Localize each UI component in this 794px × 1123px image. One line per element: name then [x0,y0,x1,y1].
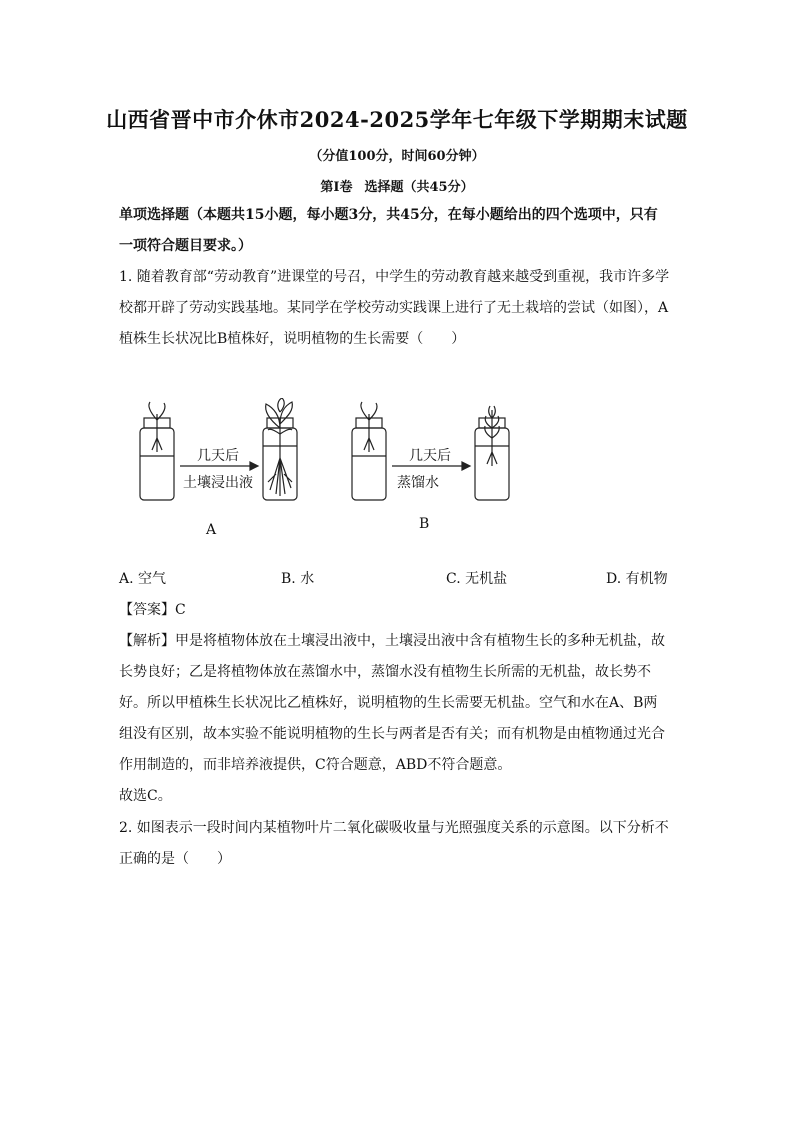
jar-a-before [140,402,174,500]
question-1-conclusion: 故选C。 [119,788,172,804]
arrow-b-top-label: 几天后 [409,448,451,464]
question-1-answer: 【答案】C [119,602,186,618]
jar-b-before [352,402,386,500]
question-1-stem: 1. 随着教育部“劳动教育”进课堂的号召，中学生的劳动教育越来越受到重视，我市许多学校都开辟了劳动实践基地。某同学在学校劳动实践课上进行了无土栽培的尝试（如图），A植株生长状况比B植株好，说明植物的生长需要（ ） [119,269,670,347]
jar-a-after [263,398,297,500]
instructions: 单项选择题（本题共15小题，每小题3分，共45分，在每小题给出的四个选项中，只有一项符合题目要求。） [119,207,658,254]
jar-b-after [475,406,509,500]
arrow-b-liquid-label: 蒸馏水 [397,475,439,491]
arrow-a-liquid-label: 土壤浸出液 [183,475,253,491]
exam-subtitle: （分值100分，时间60分钟） [309,149,485,164]
option-c: C. 无机盐 [446,571,508,587]
figure-label-a: A [206,522,217,538]
option-b: B. 水 [281,571,315,587]
question-1-analysis: 【解析】甲是将植物体放在土壤浸出液中，土壤浸出液中含有植物生长的多种无机盐，故长势良好；乙是将植物体放在蒸馏水中，蒸馏水没有植物生长所需的无机盐，故长势不好。所以甲植株生长状况比乙植株好，说明植物的生长需要无机盐。空气和水在A、B两组没有区别，故本实验不能说明植物的生长与两者是否有关；而有机物是由植物通过光合作用制造的，而非培养液提供，C符合题意，ABD不符合题意。 [119,633,665,773]
question-2-stem: 2. 如图表示一段时间内某植物叶片二氧化碳吸收量与光照强度关系的示意图。以下分析不正确的是（ ） [119,820,669,867]
question-1-figure [130,398,530,513]
figure-label-b: B [419,516,430,532]
arrow-a-top-label: 几天后 [197,448,239,464]
option-a: A. 空气 [119,571,167,587]
section-part: 第Ⅰ卷 [320,180,353,195]
question-1-options [0,568,794,592]
option-d: D. 有机物 [606,571,668,587]
section-heading [0,176,794,195]
exam-title: 山西省晋中市介休市2024-2025学年七年级下学期期末试题 [106,107,688,132]
section-name: 选择题（共45分） [364,180,474,195]
